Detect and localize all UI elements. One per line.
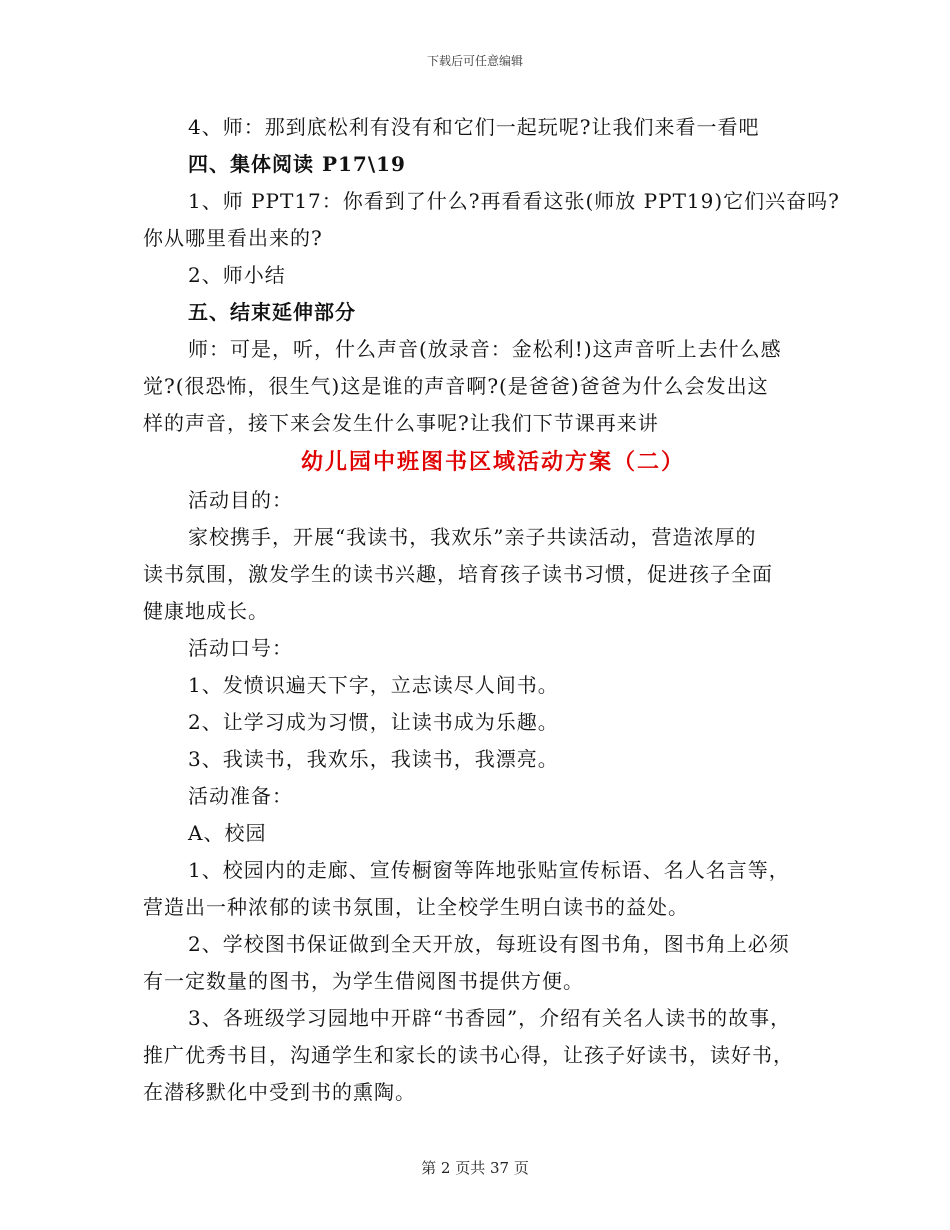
paragraph-line: 健康地成长。 <box>143 599 269 623</box>
paragraph-line: 2、让学习成为习惯，让读书成为乐趣。 <box>188 710 559 734</box>
page-header: 下载后可任意编辑 <box>426 54 523 68</box>
paragraph-line: 家校携手，开展“我读书，我欢乐”亲子共读活动，营造浓厚的 <box>188 525 757 549</box>
paragraph-line: 有一定数量的图书，为学生借阅图书提供方便。 <box>143 969 584 993</box>
paragraph-line: A、校园 <box>188 821 267 845</box>
paragraph-line: 活动口号： <box>188 636 293 660</box>
section-heading: 四、集体阅读 P17\19 <box>188 152 406 176</box>
paragraph-line: 你从哪里看出来的? <box>143 226 323 250</box>
paragraph-line: 师：可是，听，什么声音(放录音：金松利!)这声音听上去什么感 <box>188 337 782 361</box>
paragraph-line: 在潜移默化中受到书的熏陶。 <box>143 1080 416 1104</box>
paragraph-line: 1、师 PPT17：你看到了什么?再看看这张(师放 PPT19)它们兴奋吗? <box>188 189 840 213</box>
paragraph-line: 3、我读书，我欢乐，我读书，我漂亮。 <box>188 747 559 771</box>
paragraph-line: 2、师小结 <box>188 263 286 287</box>
document-body <box>143 112 840 1114</box>
paragraph-line: 1、发愤识遍天下字，立志读尽人间书。 <box>188 673 559 697</box>
paragraph-line: 活动准备： <box>188 784 293 808</box>
document-title: 幼儿园中班图书区域活动方案（二） <box>300 449 685 475</box>
section-heading: 五、结束延伸部分 <box>188 300 356 324</box>
paragraph-line: 样的声音，接下来会发生什么事呢?让我们下节课再来讲 <box>143 411 659 435</box>
paragraph-line: 1、校园内的走廊、宣传橱窗等阵地张贴宣传标语、名人名言等， <box>188 858 790 882</box>
paragraph-line: 推广优秀书目，沟通学生和家长的读书心得，让孩子好读书，读好书， <box>143 1043 794 1067</box>
paragraph-line: 觉?(很恐怖，很生气)这是谁的声音啊?(是爸爸)爸爸为什么会发出这 <box>143 374 769 398</box>
page-footer: 第 2 页共 37 页 <box>421 1159 529 1177</box>
paragraph-line: 4、师：那到底松利有没有和它们一起玩呢?让我们来看一看吧 <box>188 115 760 139</box>
paragraph-line: 2、学校图书保证做到全天开放，每班设有图书角，图书角上必须 <box>188 932 790 956</box>
paragraph-line: 读书氛围，激发学生的读书兴趣，培育孩子读书习惯，促进孩子全面 <box>143 562 773 586</box>
paragraph-line: 营造出一种浓郁的读书氛围，让全校学生明白读书的益处。 <box>143 895 689 919</box>
paragraph-line: 活动目的： <box>188 488 293 512</box>
paragraph-line: 3、各班级学习园地中开辟“书香园”，介绍有关名人读书的故事， <box>188 1006 792 1030</box>
